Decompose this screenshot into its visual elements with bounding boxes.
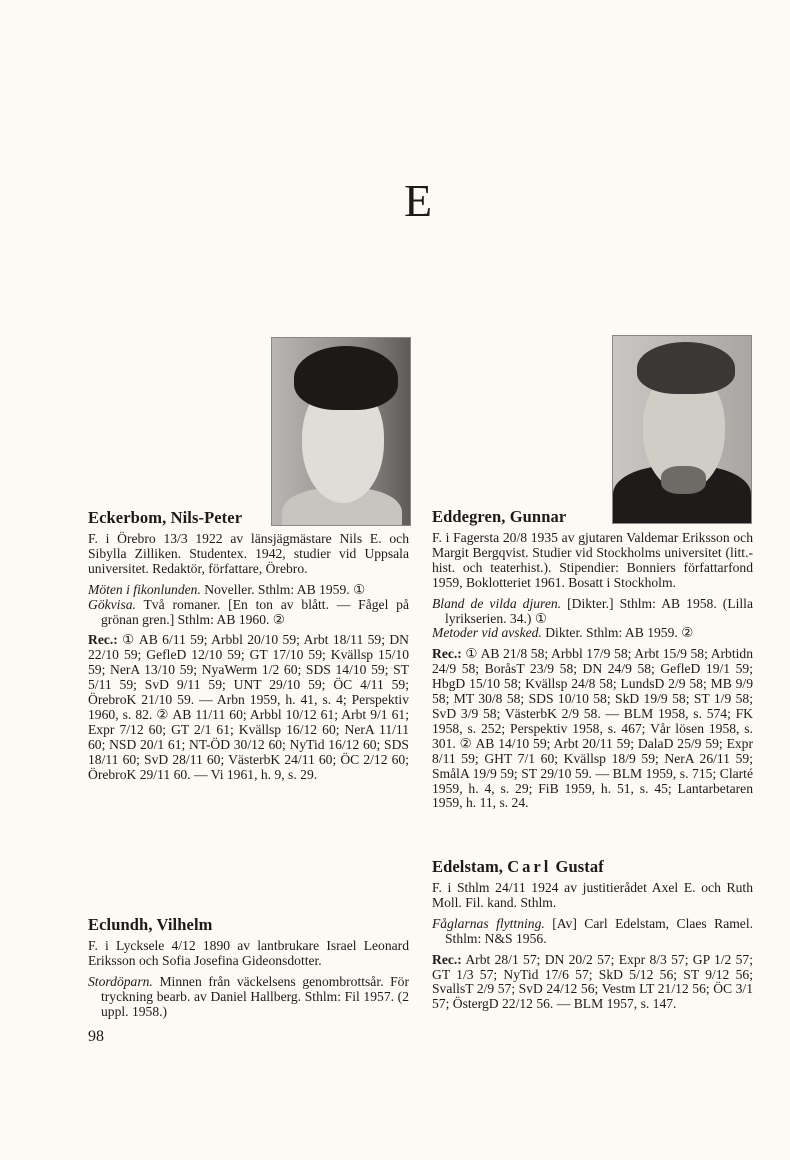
work-details: Noveller. Sthlm: AB 1959. ① [200,581,366,597]
entry-name: Eclundh, Vilhelm [88,915,213,934]
work-title: Metoder vid avsked. [432,625,542,641]
reviews [88,633,409,782]
works-list [88,583,409,628]
reviews-label: Rec.: [432,646,462,662]
work-title: Bland de vilda djuren. [432,595,562,611]
name-spaced: Carl [507,857,552,876]
reviews [432,647,753,811]
work-details: Två romaner. [En ton av blått. — Fågel på grönan gren.] Sthlm: AB 1960. ② [101,596,409,627]
entry-name [432,857,753,877]
entry-eckerbom [88,508,409,789]
work-title: Fåglarnas flyttning. [432,915,545,931]
work-item [432,626,753,641]
work-details: Dikter. Sthlm: AB 1959. ② [541,625,694,641]
name-suffix: Gustaf [551,857,604,876]
page-number: 98 [88,1028,104,1045]
work-details: Minnen från väckelsens genombrottsår. För tryckning bearb. av Daniel Hallberg. Sthlm: Fil 1957. (2 uppl. 1958.) [101,973,409,1019]
entry-eddegren [432,507,753,817]
work-item [88,583,409,598]
works-list [432,917,753,947]
reviews [432,953,753,1013]
entry-eclundh [88,915,409,1026]
work-details: [Av] Carl Edelstam, Claes Ramel. Sthlm: N&S 1956. [445,915,754,946]
work-item [88,598,409,628]
reviews-text: ① AB 21/8 58; Arbbl 17/9 58; Arbt 15/9 58; Arbtidn 24/9 58; BoråsT 23/9 58; DN 24/9 58; GefleD 19/1 59; HbgD 15/10 58; Kvällsp 24/8 58; LundsD 2/9 58; MB 9/9 58; MT 30/8 58; SDS 10/10 58; SkD 19/9 58; ST 1/9 58; SvD 3/9 58; VästerbK 2/9 58. — BLM 1958, s. 574; FK 1958, s. 252; Perspektiv 1958, s. 467; Vår lösen 1958, s. 301. ② AB 14/10 59; Arbt 20/11 59; DalaD 25/9 59; Expr 8/11 59; GHT 7/1 60; Kvällsp 18/9 59; NerA 26/11 59; SmålA 19/9 59; ST 29/10 59. — BLM 1959, s. 715; Clarté 1959, h. 4, s. 29; FiB 1959, h. 51, s. 45; Lantarbetaren 1959, h. 11, s. 24. [432,646,753,811]
entry-biography: F. i Lycksele 4/12 1890 av lantbrukare Israel Leonard Eriksson och Sofia Josefina Gideonsdotter. [88,938,409,968]
work-title: Gökvisa. [88,596,136,612]
portrait-photo-eddegren [612,335,752,524]
reviews-label: Rec.: [88,632,118,648]
reviews-text: Arbt 28/1 57; DN 20/2 57; Expr 8/3 57; GP 1/2 57; GT 1/3 57; NyTid 17/6 57; SkD 5/12 56; ST 9/12 56; SvallsT 2/9 57; SvD 24/12 56; Vestm LT 21/12 56; ÖC 3/1 57; ÖstergD 22/12 56. — BLM 1957, s. 147. [432,951,753,1012]
work-item [88,975,409,1020]
works-list [432,597,753,642]
section-letter: E [404,175,433,226]
work-item [432,597,753,627]
entry-name: Eddegren, Gunnar [432,507,567,526]
work-item [432,917,753,947]
portrait-photo-eckerbom [271,337,411,526]
entry-biography: F. i Fagersta 20/8 1935 av gjutaren Valdemar Eriksson och Margit Bergqvist. Studier vid Stockholms universitet (litt.-hist. och teaterhist.). Stipendier: Bonniers författarfond 1959, Boklotteriet 1961. Bosatt i Stockholm. [432,530,753,590]
entry-edelstam [432,857,753,1018]
reviews-label: Rec.: [432,951,462,967]
work-title: Stordöparn. [88,973,153,989]
work-details: [Dikter.] Sthlm: AB 1958. (Lilla lyrikserien. 34.) ① [445,595,753,626]
name-prefix: Edelstam, [432,857,508,876]
works-list [88,975,409,1020]
work-title: Möten i fikonlunden. [88,581,201,597]
entry-biography: F. i Örebro 13/3 1922 av länsjägmästare Nils E. och Sibylla Zilliken. Studentex. 1942, studier vid Uppsala universitet. Redaktör, författare, Örebro. [88,531,409,576]
entry-name: Eckerbom, Nils-Peter [88,508,243,527]
reviews-text: ① AB 6/11 59; Arbbl 20/10 59; Arbt 18/11 59; DN 22/10 59; GefleD 12/10 59; GT 17/10 59; Kvällsp 15/10 59; NerA 13/10 59; NyaWerm 1/2 60; SDS 14/10 59; ST 5/11 59; SvD 9/11 59; UNT 29/10 59; ÖC 4/11 59; ÖrebroK 21/10 59. — Arbn 1959, h. 41, s. 4; Perspektiv 1960, s. 82. ② AB 11/11 60; Arbbl 10/12 61; Arbt 9/1 61; Expr 7/12 60; GT 2/1 61; Kvällsp 16/12 60; NerA 11/11 60; NSD 20/1 61; NT-ÖD 30/12 60; NyTid 16/12 60; SDS 18/11 60; SvD 28/11 60; VästerbK 24/11 60; ÖC 2/12 60; ÖrebroK 29/11 60. — Vi 1961, h. 9, s. 29. [88,632,409,782]
entry-biography: F. i Sthlm 24/11 1924 av justitierådet Axel E. och Ruth Moll. Fil. kand. Sthlm. [432,880,753,910]
